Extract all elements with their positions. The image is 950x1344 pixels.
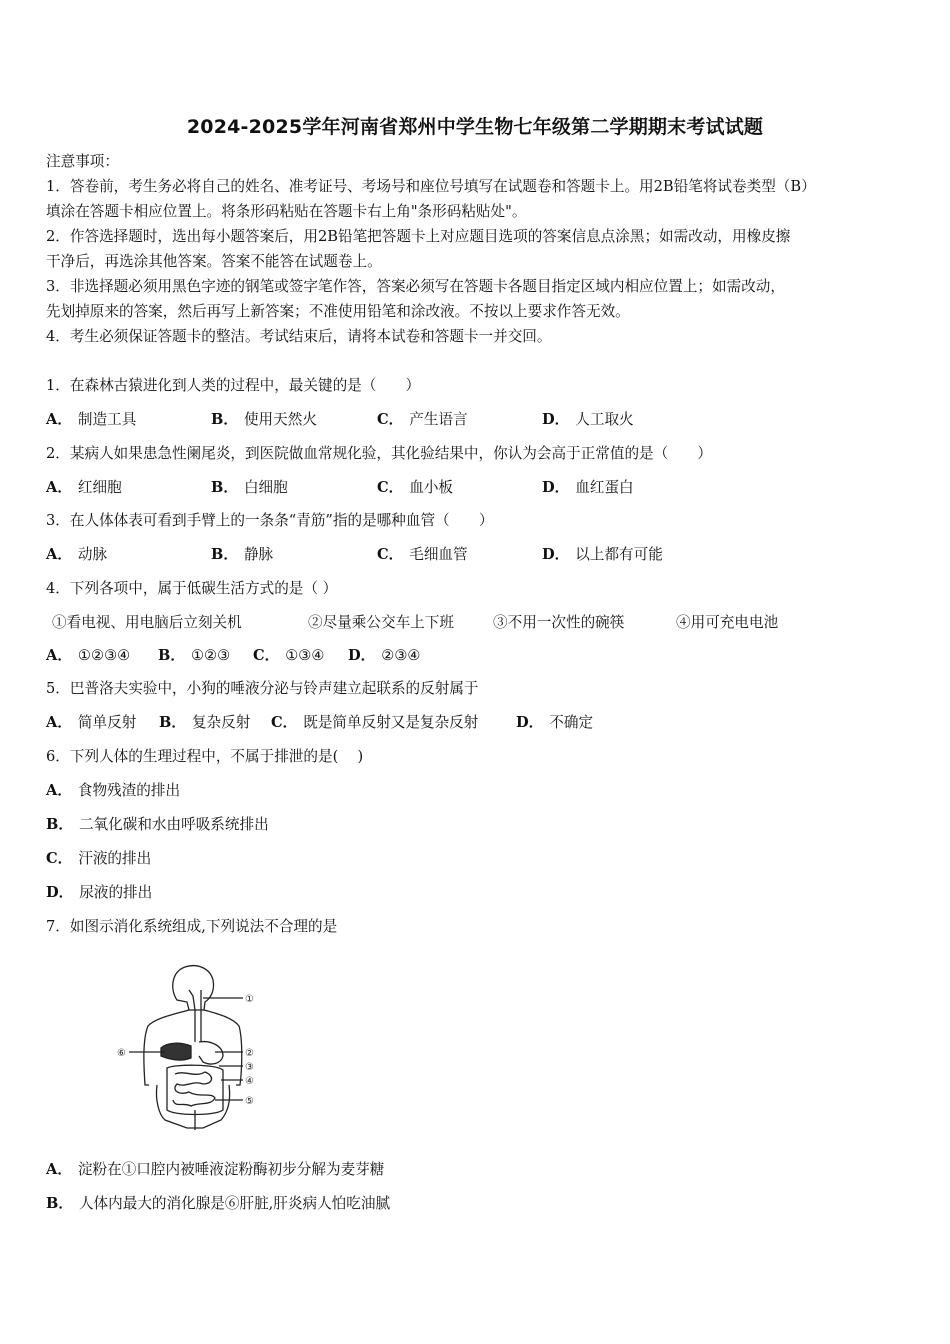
figure-label-4: ④ — [245, 1076, 254, 1087]
option-c: C． 毛细血管 — [377, 546, 468, 563]
stomach-shape — [199, 1042, 223, 1064]
notice-line: 3．非选择题必须用黑色字迹的钢笔或签字笔作答，答案必须写在答题卡各题目指定区域内相应位置上；如需改动， — [46, 278, 785, 295]
option-b: B． 白细胞 — [211, 479, 288, 496]
option-a: A． ①②③④ — [46, 647, 131, 664]
option-d: D． 尿液的排出 — [46, 884, 153, 901]
option-b: B． 静脉 — [211, 546, 274, 563]
option-b: B． 二氧化碳和水由呼吸系统排出 — [46, 816, 269, 833]
option-d: D． 血红蛋白 — [542, 479, 634, 496]
esophagus — [189, 990, 201, 1042]
figure-label-3: ③ — [245, 1062, 254, 1073]
page-title: 2024-2025学年河南省郑州中学生物七年级第二学期期末考试试题 — [186, 116, 764, 138]
liver-shape — [161, 1043, 191, 1060]
question-1-stem: 1．在森林古猿进化到人类的过程中，最关键的是（ ） — [46, 377, 421, 394]
option-a: A． 简单反射 — [46, 714, 137, 731]
option-c: C． 产生语言 — [377, 411, 468, 428]
small-intestine — [173, 1072, 215, 1106]
option-c: C． 血小板 — [377, 479, 454, 496]
notice-line: 4．考生必须保证答题卡的整洁。考试结束后，请将本试卷和答题卡一并交回。 — [46, 328, 552, 345]
question-3-stem: 3．在人体体表可看到手臂上的一条条“青筋”指的是哪种血管（ ） — [46, 512, 494, 529]
head-outline — [173, 966, 214, 1010]
figure-label-5: ⑤ — [245, 1096, 254, 1107]
figure-label-2: ② — [245, 1048, 254, 1059]
question-6-stem: 6．下列人体的生理过程中，不属于排泄的是( ) — [46, 748, 364, 765]
option-a: A． 制造工具 — [46, 411, 137, 428]
notice-line: 填涂在答题卡相应位置上。将条形码粘贴在答题卡右上角"条形码粘贴处"。 — [46, 203, 527, 220]
question-2-stem: 2．某病人如果患急性阑尾炎，到医院做血常规化验，其化验结果中，你认为会高于正常值的是（ ） — [46, 445, 713, 462]
option-a: A． 淀粉在①口腔内被唾液淀粉酶初步分解为麦芽糖 — [46, 1161, 385, 1178]
digestive-system-diagram — [115, 960, 270, 1138]
notice-line: 先划掉原来的答案，然后再写上新答案；不准使用铅笔和涂改液。不按以上要求作答无效。 — [46, 303, 630, 320]
option-a: A． 食物残渣的排出 — [46, 782, 181, 799]
question-7-stem: 7．如图示消化系统组成,下列说法不合理的是 — [46, 918, 338, 935]
option-d: D． 以上都有可能 — [542, 546, 663, 563]
option-c: C． ①③④ — [253, 647, 325, 664]
item-2: ②尽量乘公交车上下班 — [308, 614, 454, 631]
item-1: ①看电视、用电脑后立刻关机 — [52, 614, 242, 631]
option-a: A． 动脉 — [46, 546, 108, 563]
option-b: B． 人体内最大的消化腺是⑥肝脏,肝炎病人怕吃油腻 — [46, 1195, 391, 1212]
notice-heading: 注意事项： — [46, 153, 119, 170]
notice-line: 干净后，再选涂其他答案。答案不能答在试题卷上。 — [46, 253, 382, 270]
option-d: D． ②③④ — [348, 647, 421, 664]
option-c: C． 既是简单反射又是复杂反射 — [271, 714, 479, 731]
figure-label-1: ① — [245, 994, 254, 1005]
option-d: D． 人工取火 — [542, 411, 634, 428]
item-3: ③不用一次性的碗筷 — [493, 614, 625, 631]
option-b: B． 复杂反射 — [159, 714, 251, 731]
option-b: B． 使用天然火 — [211, 411, 317, 428]
option-c: C． 汗液的排出 — [46, 850, 152, 867]
option-d: D． 不确定 — [516, 714, 594, 731]
figure-label-6: ⑥ — [117, 1048, 126, 1059]
question-4-stem: 4．下列各项中，属于低碳生活方式的是（ ） — [46, 580, 338, 597]
digestive-system-figure — [115, 960, 270, 1138]
option-b: B． ①②③ — [158, 647, 231, 664]
option-a: A． 红细胞 — [46, 479, 122, 496]
notice-line: 2．作答选择题时，选出每小题答案后，用2B铅笔把答题卡上对应题目选项的答案信息点涂黑；如需改动，用橡皮擦 — [46, 228, 791, 245]
question-5-stem: 5．巴普洛夫实验中，小狗的唾液分泌与铃声建立起联系的反射属于 — [46, 680, 479, 697]
notice-line: 1．答卷前，考生务必将自己的姓名、准考证号、考场号和座位号填写在试题卷和答题卡上。用2B铅笔将试卷类型（B） — [46, 178, 816, 195]
item-4: ④用可充电电池 — [676, 614, 779, 631]
